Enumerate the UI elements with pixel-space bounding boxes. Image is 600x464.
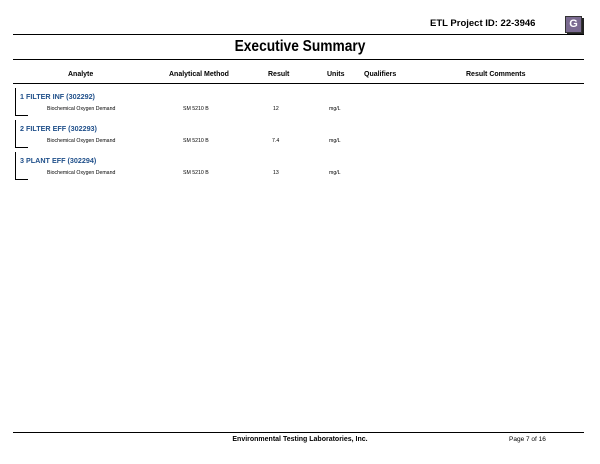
group-title: 1 FILTER INF (302292) bbox=[20, 92, 95, 101]
analyte-cell: Biochemical Oxygen Demand bbox=[47, 170, 116, 176]
units-cell: mg/L bbox=[329, 138, 341, 144]
result-cell: 7.4 bbox=[272, 138, 280, 144]
page-number: Page 7 of 16 bbox=[509, 436, 546, 443]
footer-company: Environmental Testing Laboratories, Inc. bbox=[232, 436, 368, 443]
column-header-divider bbox=[13, 83, 584, 84]
analyte-cell: Biochemical Oxygen Demand bbox=[47, 106, 116, 112]
column-header-analyte: Analyte bbox=[68, 71, 94, 78]
title-divider bbox=[13, 59, 584, 60]
method-cell: SM 5210 B bbox=[183, 106, 209, 112]
project-id: ETL Project ID: 22-3946 bbox=[430, 18, 536, 29]
result-cell: 13 bbox=[273, 170, 279, 176]
column-header-comments: Result Comments bbox=[466, 71, 526, 78]
result-cell: 12 bbox=[273, 106, 279, 112]
footer-divider bbox=[13, 432, 584, 433]
column-header-method: Analytical Method bbox=[169, 71, 229, 78]
method-cell: SM 5210 B bbox=[183, 170, 209, 176]
page-title: Executive Summary bbox=[234, 38, 366, 55]
header-divider bbox=[13, 34, 584, 35]
units-cell: mg/L bbox=[329, 170, 341, 176]
analyte-cell: Biochemical Oxygen Demand bbox=[47, 138, 116, 144]
column-header-units: Units bbox=[327, 71, 345, 78]
group-title: 2 FILTER EFF (302293) bbox=[20, 124, 97, 133]
column-header-qualifiers: Qualifiers bbox=[364, 71, 397, 78]
column-header-result: Result bbox=[268, 71, 290, 78]
group-title: 3 PLANT EFF (302294) bbox=[20, 156, 97, 165]
method-cell: SM 5210 B bbox=[183, 138, 209, 144]
company-logo: G bbox=[565, 16, 582, 33]
units-cell: mg/L bbox=[329, 106, 341, 112]
